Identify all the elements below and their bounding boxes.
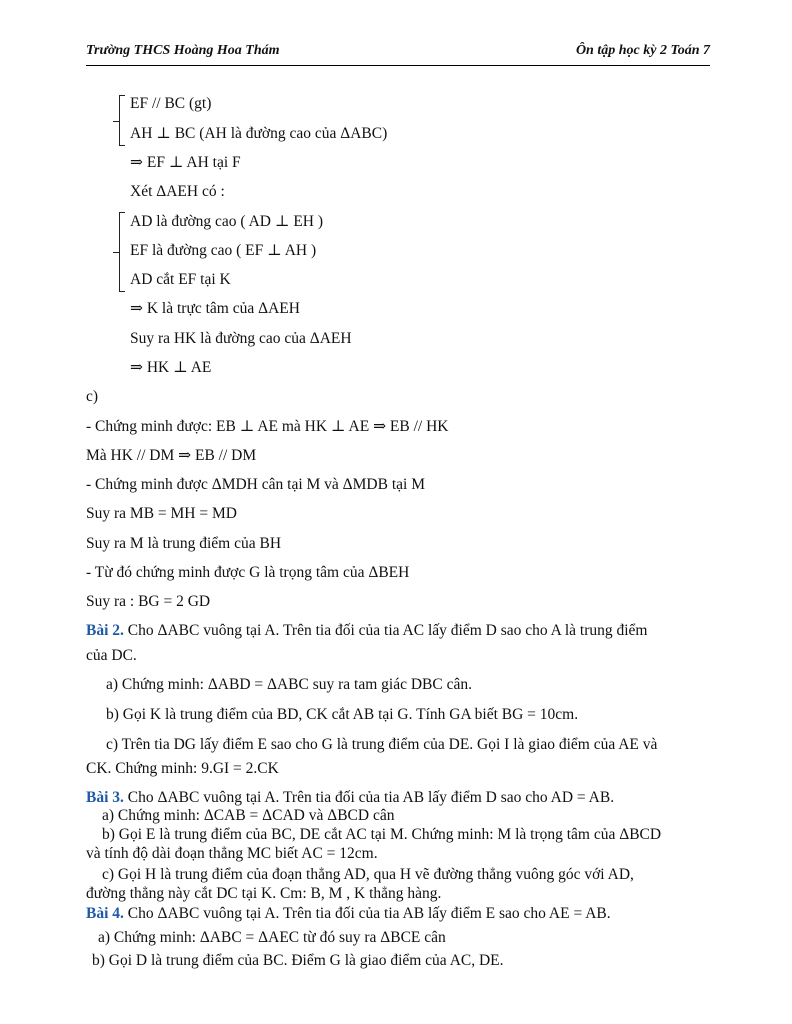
text-line: Suy ra M là trung điểm của BH	[86, 535, 282, 552]
text-line: Mà HK // DM ⇒ EB // DM	[86, 447, 257, 464]
exercise-3-label: Bài 3.	[86, 789, 124, 806]
text-line: Xét ΔAEH có :	[130, 183, 225, 200]
text-line: EF là đường cao ( EF ⊥ AH )	[130, 242, 317, 259]
exercise-4-part-a: a) Chứng minh: ΔABC = ΔAEC từ đó suy ra ΔBCE cân	[98, 929, 446, 946]
exercise-2-intro	[86, 622, 648, 640]
exercise-3-part-b: b) Gọi E là trung điểm của BC, DE cắt AC tại M. Chứng minh: M là trọng tâm của ΔBCD	[102, 826, 662, 843]
exercise-2-part-a: a) Chứng minh: ΔABD = ΔABC suy ra tam giác DBC cân.	[106, 676, 472, 693]
text-line: đường thẳng này cắt DC tại K. Cm: B, M , K thẳng hàng.	[86, 885, 442, 902]
exercise-4-intro	[86, 905, 611, 923]
text-line: AD là đường cao ( AD ⊥ EH )	[130, 213, 324, 230]
exercise-3-part-c: c) Gọi H là trung điểm của đoạn thẳng AD, qua H vẽ đường thẳng vuông góc với AD,	[102, 866, 634, 883]
page-header	[86, 43, 710, 66]
course-title: Ôn tập học kỳ 2 Toán 7	[575, 43, 710, 58]
exercise-4-part-b: b) Gọi D là trung điểm của BC. Điểm G là giao điểm của AC, DE.	[92, 952, 504, 969]
exercise-2-text: Cho ΔABC vuông tại A. Trên tia đối của tia AC lấy điểm D sao cho A là trung điểm	[123, 622, 648, 639]
text-line: EF // BC (gt)	[130, 95, 212, 112]
system-brace-1	[119, 95, 125, 146]
text-line: Suy ra MB = MH = MD	[86, 505, 237, 522]
text-line: - Chứng minh được: EB ⊥ AE mà HK ⊥ AE ⇒ EB // HK	[86, 418, 449, 435]
exercise-2-label: Bài 2.	[86, 622, 124, 639]
text-line: c)	[86, 388, 99, 405]
text-line: và tính độ dài đoạn thẳng MC biết AC = 12cm.	[86, 845, 378, 862]
text-line: Suy ra : BG = 2 GD	[86, 593, 211, 610]
exercise-3-part-a: a) Chứng minh: ΔCAB = ΔCAD và ΔBCD cân	[102, 807, 395, 824]
exercise-3-text: Cho ΔABC vuông tại A. Trên tia đối của tia AB lấy điểm D sao cho AD = AB.	[123, 789, 615, 806]
text-line: Suy ra HK là đường cao của ΔAEH	[130, 330, 352, 347]
exercise-3-intro	[86, 789, 614, 807]
exercise-4-label: Bài 4.	[86, 905, 124, 922]
text-line: - Chứng minh được ΔMDH cân tại M và ΔMDB tại M	[86, 476, 425, 493]
exercise-2-part-c: c) Trên tia DG lấy điểm E sao cho G là trung điểm của DE. Gọi I là giao điểm của AE và	[106, 736, 658, 753]
text-line: ⇒ K là trực tâm của ΔAEH	[130, 300, 300, 317]
text-line: CK. Chứng minh: 9.GI = 2.CK	[86, 760, 279, 777]
text-line: AD cắt EF tại K	[130, 271, 231, 288]
text-line: - Từ đó chứng minh được G là trọng tâm của ΔBEH	[86, 564, 410, 581]
text-line: của DC.	[86, 647, 137, 664]
exercise-4-text: Cho ΔABC vuông tại A. Trên tia đối của tia AB lấy điểm E sao cho AE = AB.	[123, 905, 611, 922]
school-name: Trường THCS Hoàng Hoa Thám	[86, 43, 280, 58]
text-line: ⇒ EF ⊥ AH tại F	[130, 154, 241, 171]
text-line: ⇒ HK ⊥ AE	[130, 359, 212, 376]
exercise-2-part-b: b) Gọi K là trung điểm của BD, CK cắt AB tại G. Tính GA biết BG = 10cm.	[106, 706, 579, 723]
text-line: AH ⊥ BC (AH là đường cao của ΔABC)	[130, 125, 388, 142]
system-brace-2	[119, 212, 125, 292]
